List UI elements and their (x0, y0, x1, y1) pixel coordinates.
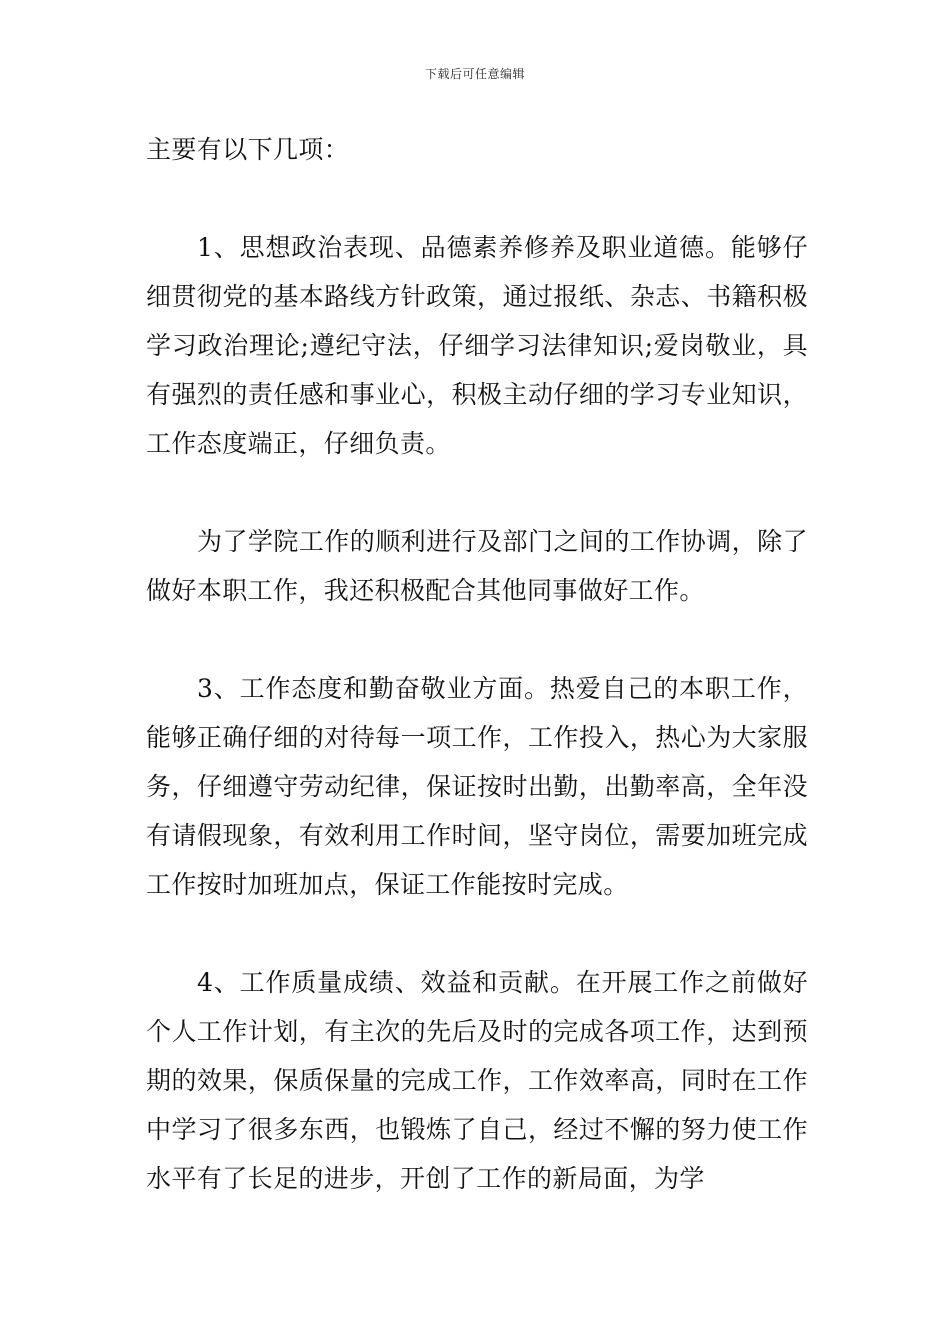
paragraph-2: 为了学院工作的顺利进行及部门之间的工作协调，除了做好本职工作，我还积极配合其他同事做好工作。 (146, 527, 808, 605)
paragraph-4: 4、工作质量成绩、效益和贡献。在开展工作之前做好个人工作计划，有主次的先后及时的完成各项工作，达到预期的效果，保质保量的完成工作，工作效率高，同时在工作中学习了很多东西，也锻炼了自己，经过不懈的努力使工作水平有了长足的进步，开创了工作的新局面，为学 (146, 968, 808, 1193)
paragraph-3: 3、工作态度和勤奋敬业方面。热爱自己的本职工作，能够正确仔细的对待每一项工作，工作投入，热心为大家服务，仔细遵守劳动纪律，保证按时出勤，出勤率高，全年没有请假现象，有效利用工作时间，坚守岗位，需要加班完成工作按时加班加点，保证工作能按时完成。 (146, 674, 808, 899)
intro-paragraph: 主要有以下几项： (146, 135, 350, 164)
paragraph-1: 1、思想政治表现、品德素养修养及职业道德。能够仔细贯彻党的基本路线方针政策，通过报纸、杂志、书籍积极学习政治理论;遵纪守法，仔细学习法律知识;爱岗敬业，具有强烈的责任感和事业心，积极主动仔细的学习专业知识，工作态度端正，仔细负责。 (146, 233, 808, 458)
document-body (146, 125, 808, 1203)
page-header: 下载后可任意编辑 (424, 67, 525, 81)
